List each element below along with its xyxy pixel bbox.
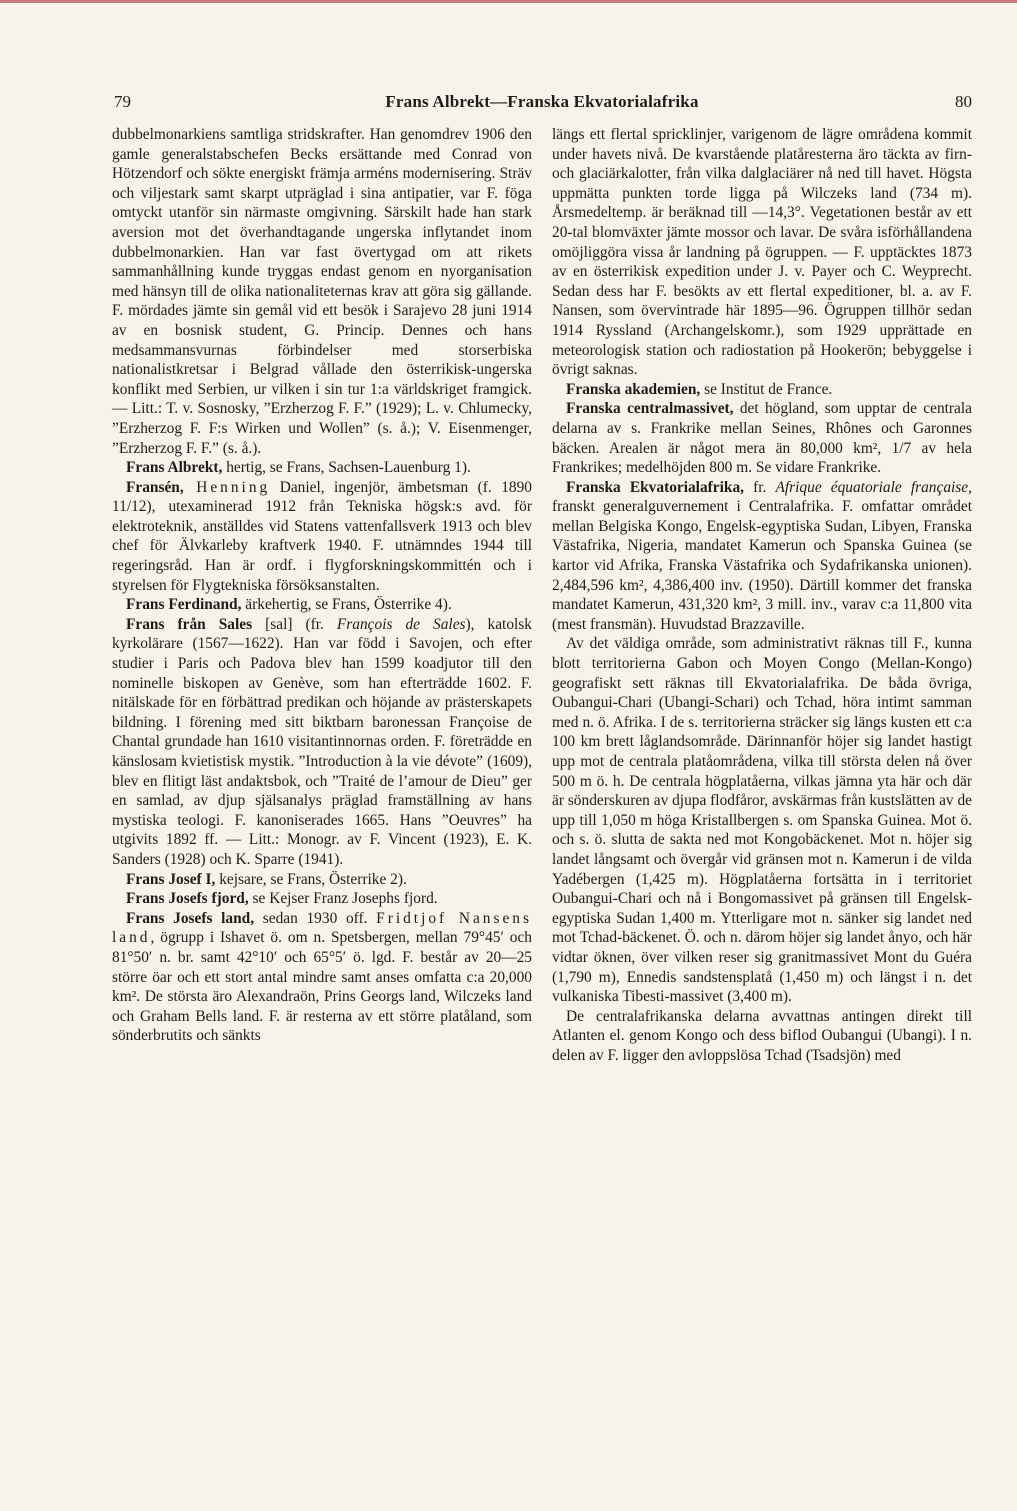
right-page-number: 80 — [955, 92, 972, 111]
right-column — [552, 125, 972, 1066]
entry-paragraph: Av det väldiga område, som administrativt räknas till F., kunna blott territorierna Gabon och Moyen Congo (Mellan-Kongo) geografiskt sett räknas till Ekvatorialafrika. De båda övriga, Oubangui-Chari (Ubangi-Schari) och Tchad, höra intimt samman med n. ö. Afrika. I de s. territorierna sträcker sig längs kusten ett c:a 100 km brett låglandsområde. Därinnanför höjer sig landet hastigt upp mot de centrala platåområdena, vilka till största delen nå över 500 m ö. h. De centrala högplatåerna, vilkas jämna yta här och där är sönderskuren av djupa flodfåror, avskärmas från kustslätten av de upp till 1,050 m höga Kristallbergen s. om Spanska Guinea. Mot ö. och s. ö. slutta de sakta ned mot Kongobäckenet. Mot n. höjer sig landet långsamt och övergår vid gränsen mot n. Kamerun i de vilda Yadébergen (1,425 m). Högplatåerna fortsätta in i territoriet Oubangui-Chari och nå i Bongomassivet på gränsen till Engelsk-egyptiska Sudan 1,400 m. Ytterligare mot n. sänker sig landet ned mot Tchad-bäckenet. Ö. och n. därom höjer sig landet ånyo, och här vidtar öknen, över vilken reser sig granitmassivet Mont du Guéra (1,790 m), Ennedis sandstensplatå (1,450 m) och längst i n. det vulkaniska Tibesti-massivet (3,400 m). — [552, 635, 972, 1006]
entry-frans-josef: Frans Josef I, kejsare, se Frans, Österrike 2). — [126, 870, 407, 888]
entry-fransen: Fransén, Henning Daniel, ingenjör, ämbetsman (f. 1890 11/12), utexaminerad 1912 från Tekniska högsk:s avd. för elektroteknik, anställdes vid Statens vattenfallsverk 1913 och blev chef för Älvkarleby kraftverk 1940. F. utnämndes 1944 till regeringsråd. Han är ordf. i flygforskningskommittén och i styrelsen för Flygtekniska försöksanstalten. — [112, 478, 532, 594]
top-edge-line — [0, 0, 1017, 3]
entry-frans-josefs-fjord: Frans Josefs fjord, se Kejser Franz Josephs fjord. — [126, 890, 438, 908]
entry-franska-ekvatorialafrika: Franska Ekvatorialafrika, fr. Afrique équatoriale française, franskt generalguvernement i Centralafrika. F. omfattar området mellan Belgiska Kongo, Engelsk-egyptiska Sudan, Libyen, Franska Västafrika, Nigeria, mandatet Kamerun och Spanska Guinea (se kartor vid Afrika, Franska Västafrika och Sydafrikanska unionen). 2,484,596 km², 4,386,400 inv. (1950). Därtill kommer det franska mandatet Kamerun, 431,320 km², 3 mill. inv., varav c:a 11,800 vita (mest fransmän). Huvudstad Brazzaville. — [552, 478, 972, 633]
entry-frans-ferdinand: Frans Ferdinand, ärkehertig, se Frans, Österrike 4). — [126, 596, 452, 614]
entry-frans-josefs-land: Frans Josefs land, sedan 1930 off. Fridtjof Nansens land, ögrupp i Ishavet ö. om n. Spetsbergen, mellan 79°45′ och 81°50′ n. br. samt 42°10′ och 65°5′ ö. lgd. F. består av 20—25 större öar och ett stort antal mindre samt anses omfatta c:a 20,000 km². De största äro Alexandraön, Prins Georgs land, Wilczeks land och Graham Bells land. F. är resterna av ett större platåland, som sönderbrutits och sänkts — [112, 909, 532, 1045]
entry-frans-albrekt: Frans Albrekt, hertig, se Frans, Sachsen-Lauenburg 1). — [126, 459, 471, 477]
running-head: Frans Albrekt—Franska Ekvatorialafrika — [385, 92, 699, 111]
entry-paragraph: längs ett flertal spricklinjer, varigenom de lägre områdena kommit under havets nivå. De kvarstående platåresterna äro täckta av firn- och glaciärkalotter, från vilka dalglaciärer nå ned till havet. Högsta uppmätta punkten torde ligga på Wilczeks land (734 m). Årsmedeltemp. är beräknad till —14,3°. Vegetationen består av ett 20-tal blomväxter jämte mossor och lavar. De svåra isförhållandena omöjliggöra vissa år landning på ögruppen. — F. upptäcktes 1873 av en österrikisk expedition under J. v. Payer och C. Weyprecht. Sedan dess har F. besökts av ett flertal expeditioner, bl. a. av F. Nansen, som övervintrade här 1895—96. Ögruppen tillhör sedan 1914 Ryssland (Archangelskomr.), som 1929 upprättade en meteorologisk station och radiostation på Hookerön; bebyggelse i övrigt saknas. — [552, 126, 972, 379]
entry-paragraph: dubbelmonarkiens samtliga stridskrafter. Han genomdrev 1906 den gamle generalstabschefen Becks ersättande med Conrad von Hötzendorf och sökte energiskt främja arméns modernisering. Sträv och viljestark samt skarpt utpräglad i sina antipatier, var F. föga omtyckt utanför sin närmaste omgivning. Särskilt hade han stark aversion mot det överhandtagande ungerska inflytandet inom dubbelmonarkien. Han var fast övertygad om att rikets sammanhållning kunde tryggas endast genom en nyorganisation med hänsyn till de olika nationaliteternas krav att göra sig gällande. F. mördades jämte sin gemål vid ett besök i Sarajevo 28 juni 1914 av en bosnisk student, G. Princip. Dennes och hans medsammansvurnas förbindelser med storserbiska nationalistkretsar i Belgrad vållade den österrikisk-ungerska konflikt med Serbien, ur vilken i sin tur 1:a världskriget framgick. — Litt.: T. v. Sosnosky, ”Erzherzog F. F.” (1929); L. v. Chlumecky, ”Erzherzog F. F:s Wirken und Wollen” (s. å.); V. Eisenmenger, ”Erzherzog F. F.” (s. å.). — [112, 126, 532, 457]
entry-frans-fran-sales: Frans från Sales [sal] (fr. François de Sales), katolsk kyrkolärare (1567—1622). Han var född i Savojen, och efter studier i Paris och Padova blev han 1599 koadjutor till den nominelle biskopen av Genève, som han efterträdde 1602. F. nitälskade för en förbättrad predikan och höjande av prästerskapets bildning. I förening med sitt biktbarn baronessan Françoise de Chantal grundade han 1610 visitantinnornas orden. F. företrädde en känslosam kvietistisk mystik. ”Introduction à la vie dévote” (1609), blev en flitigt läst andaktsbok, och ”Traité de l’amour de Dieu” ger en samlad, av djup själsanalys präglad framställning av hans mystiska teologi. F. kanoniserades 1665. Hans ”Oeuvres” ha utgivits 1892 ff. — Litt.: Monogr. av F. Vincent (1923), E. K. Sanders (1928) och K. Sparre (1941). — [112, 615, 532, 868]
left-column — [112, 125, 532, 1046]
entry-franska-centralmassivet: Franska centralmassivet, det högland, som upptar de centrala delarna av s. Frankrike mellan Seines, Rhônes och Garonnes bäcken. Arealen är något mera än 80,000 km², 1/7 av hela Frankrikes; medelhöjden 800 m. Se vidare Frankrike. — [552, 400, 972, 477]
page-header — [112, 92, 972, 118]
left-page-number: 79 — [114, 92, 131, 111]
entry-paragraph: De centralafrikanska delarna avvattnas antingen direkt till Atlanten el. genom Kongo och dess biflod Oubangui (Ubangi). I n. delen av F. ligger den avloppslösa Tchad (Tsadsjön) med — [552, 1007, 972, 1064]
entry-franska-akademien: Franska akademien, se Institut de France. — [566, 380, 833, 398]
